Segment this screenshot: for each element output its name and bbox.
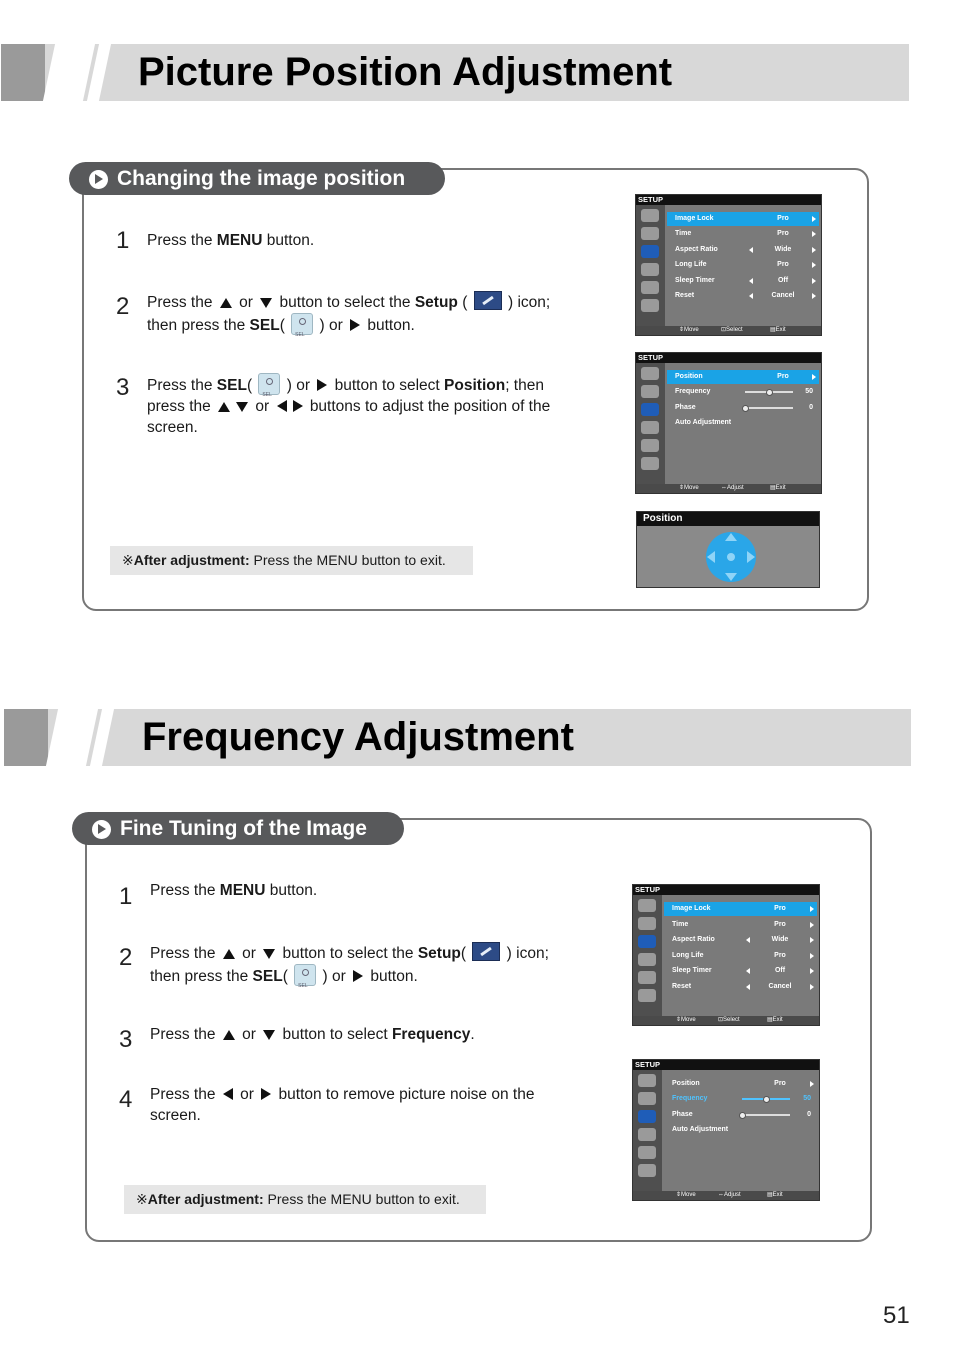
step-number: 3 <box>116 374 130 401</box>
osd-title: SETUP <box>633 885 819 895</box>
osd-row: Auto Adjustment <box>672 1126 729 1133</box>
sel-button-icon <box>258 373 280 395</box>
page-number: 51 <box>883 1302 910 1329</box>
step-number: 2 <box>116 293 130 320</box>
osd-position-menu <box>635 352 822 494</box>
sound-icon <box>641 385 659 398</box>
setup-wrench-icon <box>638 1110 656 1123</box>
input-icon <box>641 263 659 276</box>
osd-row: Long Life Pro <box>667 258 819 272</box>
step-number: 4 <box>119 1086 133 1113</box>
sound-icon <box>638 1092 656 1105</box>
step-text: Press the or button to select the Setup ( ) icon; then press the SEL( SEL ) or button. <box>147 291 587 336</box>
right-arrow-icon <box>261 1088 271 1100</box>
step-text: Press the MENU button. <box>150 882 318 899</box>
osd-row: Position Pro <box>664 1077 817 1091</box>
osd-title: SETUP <box>633 1060 819 1070</box>
osd-sidebar <box>633 895 662 1016</box>
arrow-circle-icon <box>92 820 111 839</box>
section-subtitle: Fine Tuning of the Image <box>120 817 367 840</box>
osd-frequency-menu <box>632 1059 820 1201</box>
osd-setup-menu <box>635 194 822 336</box>
sel-button-icon <box>294 964 316 986</box>
osd-row: Sleep Timer Off <box>664 964 817 978</box>
left-arrow-icon <box>223 1088 233 1100</box>
osd-title: SETUP <box>636 195 821 205</box>
sel-button-icon <box>291 313 313 335</box>
osd-row: Aspect Ratio Wide <box>667 243 819 257</box>
osd-sidebar <box>636 205 665 326</box>
step-text: Press the or button to select Frequency. <box>150 1026 475 1043</box>
osd-hint-bar: ⇕ Move ⊡ Select ▤ Exit <box>633 1016 819 1025</box>
section1-banner <box>1 44 909 101</box>
right-arrow-icon <box>317 379 327 391</box>
section1-subtitle-pill <box>69 162 445 195</box>
direction-pad-icon <box>701 529 761 585</box>
step-number: 1 <box>119 883 133 910</box>
osd-sidebar <box>636 363 665 484</box>
setup-wrench-icon <box>638 935 656 948</box>
lock-icon <box>638 989 656 1002</box>
osd-slider <box>742 1098 790 1100</box>
picture-icon <box>641 367 659 380</box>
section2-subtitle-pill <box>72 812 404 845</box>
input-icon <box>638 953 656 966</box>
step-text: Press the SEL( SEL ) or button to select Position; then press the or buttons to adjust the position of the screen. <box>147 373 587 438</box>
slider-knob <box>739 1112 746 1119</box>
up-arrow-icon <box>218 402 230 412</box>
note-box: ※After adjustment: Press the MENU button to exit. <box>124 1185 486 1214</box>
left-arrow-icon <box>277 400 287 412</box>
page-title: Frequency Adjustment <box>142 715 574 759</box>
arrow-circle-icon <box>89 170 108 189</box>
osd-hint-bar: ⇕ Move ⇔ Adjust ▤ Exit <box>636 484 821 493</box>
sound-icon <box>641 227 659 240</box>
right-arrow-icon <box>353 970 363 982</box>
input-icon <box>638 1128 656 1141</box>
banner-stripe <box>4 709 48 766</box>
osd-hint-bar: ⇕ Move ⇔ Adjust ▤ Exit <box>633 1191 819 1200</box>
banner-stripe <box>43 44 95 101</box>
up-arrow-icon <box>220 298 232 308</box>
function-icon <box>638 971 656 984</box>
osd-sidebar <box>633 1070 662 1191</box>
osd-position-adjuster <box>636 511 820 588</box>
function-icon <box>638 1146 656 1159</box>
osd-row: Frequency 50 <box>672 1095 811 1102</box>
right-arrow-icon <box>293 400 303 412</box>
osd-row: Position Pro <box>667 370 819 384</box>
input-icon <box>641 421 659 434</box>
osd-row: Aspect Ratio Wide <box>664 933 817 947</box>
osd-title: SETUP <box>636 353 821 363</box>
page-title: Picture Position Adjustment <box>138 50 673 94</box>
osd-row: Phase 0 <box>672 1111 811 1118</box>
up-arrow-icon <box>223 949 235 959</box>
step-text: Press the MENU button. <box>147 232 315 249</box>
step-number: 2 <box>119 944 133 971</box>
osd-row: Auto Adjustment <box>675 419 732 426</box>
osd-row: Reset Cancel <box>664 980 817 994</box>
down-arrow-icon <box>263 949 275 959</box>
setup-wrench-icon <box>641 403 659 416</box>
down-arrow-icon <box>236 402 248 412</box>
step-number: 3 <box>119 1026 133 1053</box>
banner-stripe <box>46 709 98 766</box>
sound-icon <box>638 917 656 930</box>
function-icon <box>641 439 659 452</box>
osd-row: Time Pro <box>667 227 819 241</box>
picture-icon <box>638 899 656 912</box>
setup-wrench-icon <box>474 291 502 310</box>
osd-row: Image Lock Pro <box>667 212 819 226</box>
step-number: 1 <box>116 227 130 254</box>
up-arrow-icon <box>223 1030 235 1040</box>
slider-knob <box>742 405 749 412</box>
step-text: Press the or button to select the Setup( ) icon; then press the SEL( SEL ) or button. <box>150 942 590 987</box>
right-arrow-icon <box>350 319 360 331</box>
banner-stripe <box>1 44 45 101</box>
section-subtitle: Changing the image position <box>117 167 406 190</box>
osd-slider <box>742 1114 790 1116</box>
down-arrow-icon <box>263 1030 275 1040</box>
lock-icon <box>638 1164 656 1177</box>
slider-knob <box>766 389 773 396</box>
osd-row: Phase 0 <box>675 404 813 411</box>
note-mark-icon: ※ <box>136 1191 148 1207</box>
lock-icon <box>641 457 659 470</box>
osd-row: Long Life Pro <box>664 949 817 963</box>
slider-knob <box>763 1096 770 1103</box>
osd-row: Reset Cancel <box>667 289 819 303</box>
osd-row: Frequency 50 <box>675 388 813 395</box>
osd-row: Sleep Timer Off <box>667 274 819 288</box>
osd-slider <box>745 391 793 393</box>
setup-wrench-icon <box>641 245 659 258</box>
picture-icon <box>641 209 659 222</box>
osd-title: Position <box>637 512 819 526</box>
section2-banner <box>4 709 911 766</box>
setup-wrench-icon <box>472 942 500 961</box>
lock-icon <box>641 299 659 312</box>
osd-row: Time Pro <box>664 918 817 932</box>
note-box: ※After adjustment: Press the MENU button to exit. <box>110 546 473 575</box>
picture-icon <box>638 1074 656 1087</box>
osd-hint-bar: ⇕ Move ⊡ Select ▤ Exit <box>636 326 821 335</box>
step-text: Press the or button to remove picture noise on the screen. <box>150 1086 535 1124</box>
down-arrow-icon <box>260 298 272 308</box>
note-mark-icon: ※ <box>122 552 134 568</box>
osd-slider <box>745 407 793 409</box>
function-icon <box>641 281 659 294</box>
osd-row: Image Lock Pro <box>664 902 817 916</box>
osd-setup-menu <box>632 884 820 1026</box>
